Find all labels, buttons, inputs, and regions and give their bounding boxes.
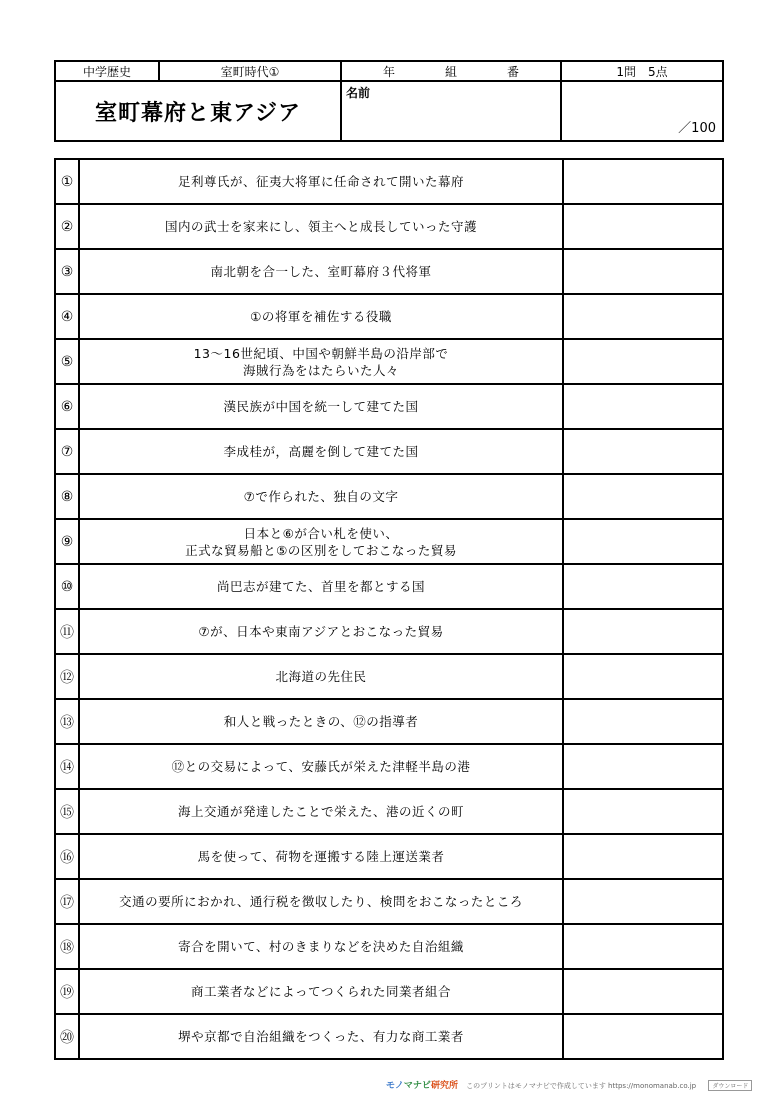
grade-class-label: 組 (444, 64, 457, 79)
question-number: ⑭ (55, 744, 79, 789)
answer-field[interactable] (563, 699, 723, 744)
question-number: ⑯ (55, 834, 79, 879)
points-cell (561, 61, 723, 81)
logo-part-1: モノ (386, 1081, 404, 1091)
question-row (55, 924, 723, 969)
answer-field[interactable] (563, 789, 723, 834)
answer-field[interactable] (563, 834, 723, 879)
question-number: ② (55, 204, 79, 249)
question-number: ③ (55, 249, 79, 294)
question-number: ⑳ (55, 1014, 79, 1059)
question-number: ⑥ (55, 384, 79, 429)
question-row (55, 969, 723, 1014)
question-text: 尚巴志が建てた、首里を都とする国 (79, 564, 563, 609)
question-text-line2: 正式な貿易船と⑤の区別をしておこなった貿易 (185, 542, 457, 558)
answer-field[interactable] (563, 474, 723, 519)
answer-field[interactable] (563, 564, 723, 609)
question-row (55, 294, 723, 339)
answer-field[interactable] (563, 969, 723, 1014)
answer-field[interactable] (563, 429, 723, 474)
footer-text: このプリントはモノマナビで作成しています https://monomanab.co.jp (466, 1082, 697, 1090)
question-number: ⑮ (55, 789, 79, 834)
question-text: 南北朝を合一した、室町幕府３代将軍 (79, 249, 563, 294)
question-table (54, 158, 724, 1060)
page-title: 室町幕府と東アジア (55, 81, 341, 141)
question-row (55, 1014, 723, 1059)
subject-label: 中学歴史 (82, 64, 131, 79)
points-label: 1問 5点 (616, 64, 668, 79)
answer-field[interactable] (563, 384, 723, 429)
answer-field[interactable] (563, 294, 723, 339)
answer-field[interactable] (563, 609, 723, 654)
question-number: ⑪ (55, 609, 79, 654)
question-number: ⑰ (55, 879, 79, 924)
question-row (55, 879, 723, 924)
question-text-line2: 海賊行為をはたらいた人々 (242, 362, 399, 378)
question-text: 国内の武士を家来にし、領主へと成長していった守護 (79, 204, 563, 249)
name-field[interactable] (341, 81, 561, 141)
answer-field[interactable] (563, 744, 723, 789)
question-row (55, 519, 723, 564)
question-text: ⑦で作られた、独自の文字 (79, 474, 563, 519)
question-text: ⑦が、日本や東南アジアとおこなった貿易 (79, 609, 563, 654)
question-text: 李成桂が，高麗を倒して建てた国 (79, 429, 563, 474)
question-row (55, 699, 723, 744)
question-text (79, 519, 563, 564)
question-row (55, 204, 723, 249)
question-number: ⑧ (55, 474, 79, 519)
question-row (55, 609, 723, 654)
grade-number-label: 番 (507, 64, 520, 79)
name-label: 名前 (346, 86, 371, 100)
logo-part-3: 研究所 (430, 1081, 458, 1091)
grade-year-label: 年 (382, 64, 395, 79)
answer-field[interactable] (563, 339, 723, 384)
question-number: ⑬ (55, 699, 79, 744)
answer-field[interactable] (563, 1014, 723, 1059)
logo-part-2: マナビ (403, 1081, 431, 1091)
question-text: 馬を使って、荷物を運搬する陸上運送業者 (79, 834, 563, 879)
question-text (79, 339, 563, 384)
unit-cell (159, 61, 341, 81)
question-text: ⑫との交易によって、安藤氏が栄えた津軽半島の港 (79, 744, 563, 789)
question-text: 海上交通が発達したことで栄えた、港の近くの町 (79, 789, 563, 834)
answer-field[interactable] (563, 924, 723, 969)
site-logo (386, 1081, 458, 1091)
question-text: 和人と戦ったときの、⑫の指導者 (79, 699, 563, 744)
question-text: 漢民族が中国を統一して建てた国 (79, 384, 563, 429)
question-text: 北海道の先住民 (79, 654, 563, 699)
answer-field[interactable] (563, 654, 723, 699)
question-row (55, 474, 723, 519)
question-row (55, 654, 723, 699)
question-number: ⑦ (55, 429, 79, 474)
question-text: 寄合を開いて、村のきまりなどを決めた自治組織 (79, 924, 563, 969)
question-number: ⑩ (55, 564, 79, 609)
question-number: ⑲ (55, 969, 79, 1014)
question-number: ① (55, 159, 79, 204)
answer-field[interactable] (563, 879, 723, 924)
question-row (55, 564, 723, 609)
question-text: 足利尊氏が、征夷大将軍に任命されて開いた幕府 (79, 159, 563, 204)
header-table (54, 60, 724, 142)
download-badge[interactable]: ダウンロード (708, 1080, 752, 1091)
question-text-line1: 13～16世紀頃、中国や朝鮮半島の沿岸部で (193, 345, 449, 361)
unit-label: 室町時代① (220, 64, 280, 79)
question-row (55, 384, 723, 429)
question-row (55, 249, 723, 294)
question-text: 交通の要所におかれ、通行税を徴収したり、検問をおこなったところ (79, 879, 563, 924)
question-number: ⑨ (55, 519, 79, 564)
subject-cell (55, 61, 159, 81)
question-row (55, 834, 723, 879)
answer-field[interactable] (563, 519, 723, 564)
answer-field[interactable] (563, 204, 723, 249)
question-row (55, 789, 723, 834)
question-number: ⑫ (55, 654, 79, 699)
question-number: ⑤ (55, 339, 79, 384)
score-field[interactable] (561, 81, 723, 141)
answer-field[interactable] (563, 249, 723, 294)
answer-field[interactable] (563, 159, 723, 204)
question-row (55, 429, 723, 474)
question-text: 商工業者などによってつくられた同業者組合 (79, 969, 563, 1014)
question-row (55, 339, 723, 384)
score-total: ／100 (678, 121, 716, 136)
grade-cell (341, 61, 561, 81)
question-text: ①の将軍を補佐する役職 (79, 294, 563, 339)
question-number: ④ (55, 294, 79, 339)
question-row (55, 159, 723, 204)
question-text: 堺や京都で自治組織をつくった、有力な商工業者 (79, 1014, 563, 1059)
question-number: ⑱ (55, 924, 79, 969)
question-text-line1: 日本と⑥が合い札を使い、 (243, 525, 399, 541)
footer (386, 1078, 776, 1094)
question-row (55, 744, 723, 789)
